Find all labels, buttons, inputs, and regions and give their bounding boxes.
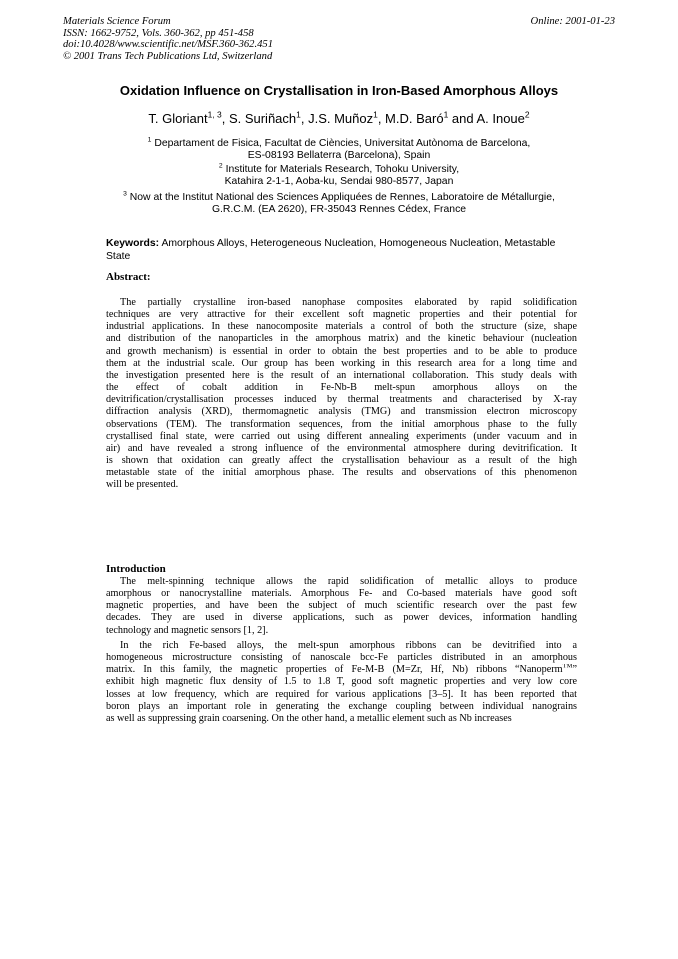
text-line: the investigation presented here is the result of an international collaboration. This study deals with xyxy=(106,369,577,381)
text-line: The melt-spinning technique allows the rapid solidification of metallic alloys to produce xyxy=(120,576,577,587)
copyright-line: © 2001 Trans Tech Publications Ltd, Switzerland xyxy=(63,50,273,62)
text-line: diffraction analysis (XRD), thermomagnetic analysis (TMG) and transmission electron microscopy xyxy=(106,406,577,418)
text-line: as well as suppressing grain coarsening. On the other hand, a metallic element such as Nb increases xyxy=(106,712,512,724)
author-list xyxy=(0,111,678,126)
abstract-body xyxy=(106,297,577,492)
text-line: crystallised final state, were carried out using different annealing experiments (under vacuum and in xyxy=(106,430,577,442)
text-line: metastable state of the initial amorphous phase. The results and observations of this phenomenon xyxy=(106,467,577,479)
author-name: M.D. Baró xyxy=(385,111,444,126)
text-line: boron plays an important role in generating the exchange coupling between individual nanograins xyxy=(106,700,577,712)
author-name: T. Gloriant xyxy=(148,111,208,126)
text-line: devitrification/crystallisation processes induced by thermal treatments and characterised by X-ray xyxy=(106,394,577,406)
affiliation-2: $^2$ Institute for Materials Research, Tohoku University, Katahira 2-1-1, Aoba-ku, Sendai 980-8577, Japan xyxy=(218,162,460,188)
text-line: homogeneous microstructure consisting of nanoscale bcc-Fe particles distributed in an amorphous xyxy=(106,652,577,664)
author-separator: , xyxy=(221,111,229,126)
text-line: is shown that oxidation can greatly affect the crystallisation behaviour as a result of the high xyxy=(106,455,577,467)
text-line: them at the industrial scale. Our group has been working in this research area for a long time and xyxy=(106,357,577,369)
author-name: A. Inoue xyxy=(476,111,525,126)
text-line: In the rich Fe-based alloys, the melt-spun amorphous ribbons can be devitrified into a xyxy=(120,640,577,651)
trademark-mark: TM xyxy=(562,664,573,670)
keywords-label: Keywords: xyxy=(106,238,160,249)
text-line: air) and have revealed a strong influence of the environmental atmosphere during devitrification. It xyxy=(106,442,577,454)
closing-quote: ” xyxy=(572,664,577,676)
text-line: the effect of cobalt addition in Fe-Nb-B melt-spun amorphous alloys on the xyxy=(106,382,577,394)
author-affiliation-mark: 1 xyxy=(443,109,449,120)
author-separator: , xyxy=(377,111,386,126)
online-date: Online: 2001-01-23 xyxy=(530,16,615,27)
text-line: matrix. In this family, the magnetic properties of Fe-M-B (M=Zr, Hf, Nb) ribbons “Nanoperm™” xyxy=(106,664,577,676)
introduction-heading: Introduction xyxy=(106,563,166,575)
text-line: The partially crystalline iron-based nanophase composites elaborated by rapid solidification xyxy=(120,297,577,308)
introduction-paragraph-1 xyxy=(106,576,577,637)
text-line: magnetic properties, and have been the subject of much scientific research over the past few xyxy=(106,600,577,612)
journal-name: Materials Science Forum xyxy=(63,16,171,27)
author-affiliation-mark: 1 xyxy=(373,109,378,120)
issn-line: ISSN: 1662-9752, Vols. 360-362, pp 451-458 xyxy=(63,27,254,39)
abstract-heading: Abstract: xyxy=(106,271,151,283)
affiliation-3: $^3$ Now at the Institut National des Sciences Appliquées de Rennes, Laboratoire de Métallurgie, G.R.C.M. (EA 2620), FR-35043 Rennes Cédex, France xyxy=(123,190,555,216)
author-separator: , xyxy=(300,111,309,126)
keywords xyxy=(106,238,576,263)
author-affiliation-mark: 1, 3 xyxy=(207,109,222,120)
text-line: will be presented. xyxy=(106,479,179,491)
text-line: observations (TEM). The transformation sequences, from the initial amorphous phase to the fully xyxy=(106,418,577,430)
text-line: and distribution of the nanoparticles in the amorphous matrix) and the kinetic behaviour (nucleation xyxy=(106,333,577,345)
text-line: amorphous or nanocrystalline materials. Amorphous Fe- and Co-based materials have good soft xyxy=(106,588,577,600)
author-affiliation-mark: 1 xyxy=(296,109,301,120)
affiliation-1: $^1$ Departament de Fisica, Facultat de Ciències, Universitat Autònoma de Barcelona, ES-08193 Bellaterra (Barcelona), Spain xyxy=(147,136,531,162)
text-line: decades. They are used in diverse applications, such as power devices, information handling xyxy=(106,612,577,624)
text-line: technology and magnetic sensors [1, 2]. xyxy=(106,624,269,636)
paper-title: Oxidation Influence on Crystallisation in Iron-Based Amorphous Alloys xyxy=(119,83,559,98)
author-name: J.S. Muñoz xyxy=(308,111,374,126)
text-line: and growth mechanism) is essential in order to obtain the best properties and to be able to produce xyxy=(106,345,577,357)
journal-header xyxy=(63,16,273,62)
introduction-paragraph-2 xyxy=(106,640,577,725)
text-line: exhibit high magnetic flux density of 1.5 to 1.8 T, good soft magnetic properties and very low core xyxy=(106,676,577,688)
doi-line: doi:10.4028/www.scientific.net/MSF.360-362.451 xyxy=(63,39,273,51)
text-line: losses at low frequency, which are required for various applications [3–5]. It has been reported that xyxy=(106,688,577,700)
author-affiliation-mark: 2 xyxy=(524,109,530,120)
keywords-text: Amorphous Alloys, Heterogeneous Nucleation, Homogeneous Nucleation, Metastable State xyxy=(106,238,556,262)
text-line: industrial applications. In these nanocomposite materials a control of both the structure (size, shape xyxy=(106,321,577,333)
author-separator: and xyxy=(448,111,477,126)
author-name: S. Suriñach xyxy=(228,111,297,126)
text-line: techniques are very attractive for their excellent soft magnetic properties and their potential for xyxy=(106,309,577,321)
